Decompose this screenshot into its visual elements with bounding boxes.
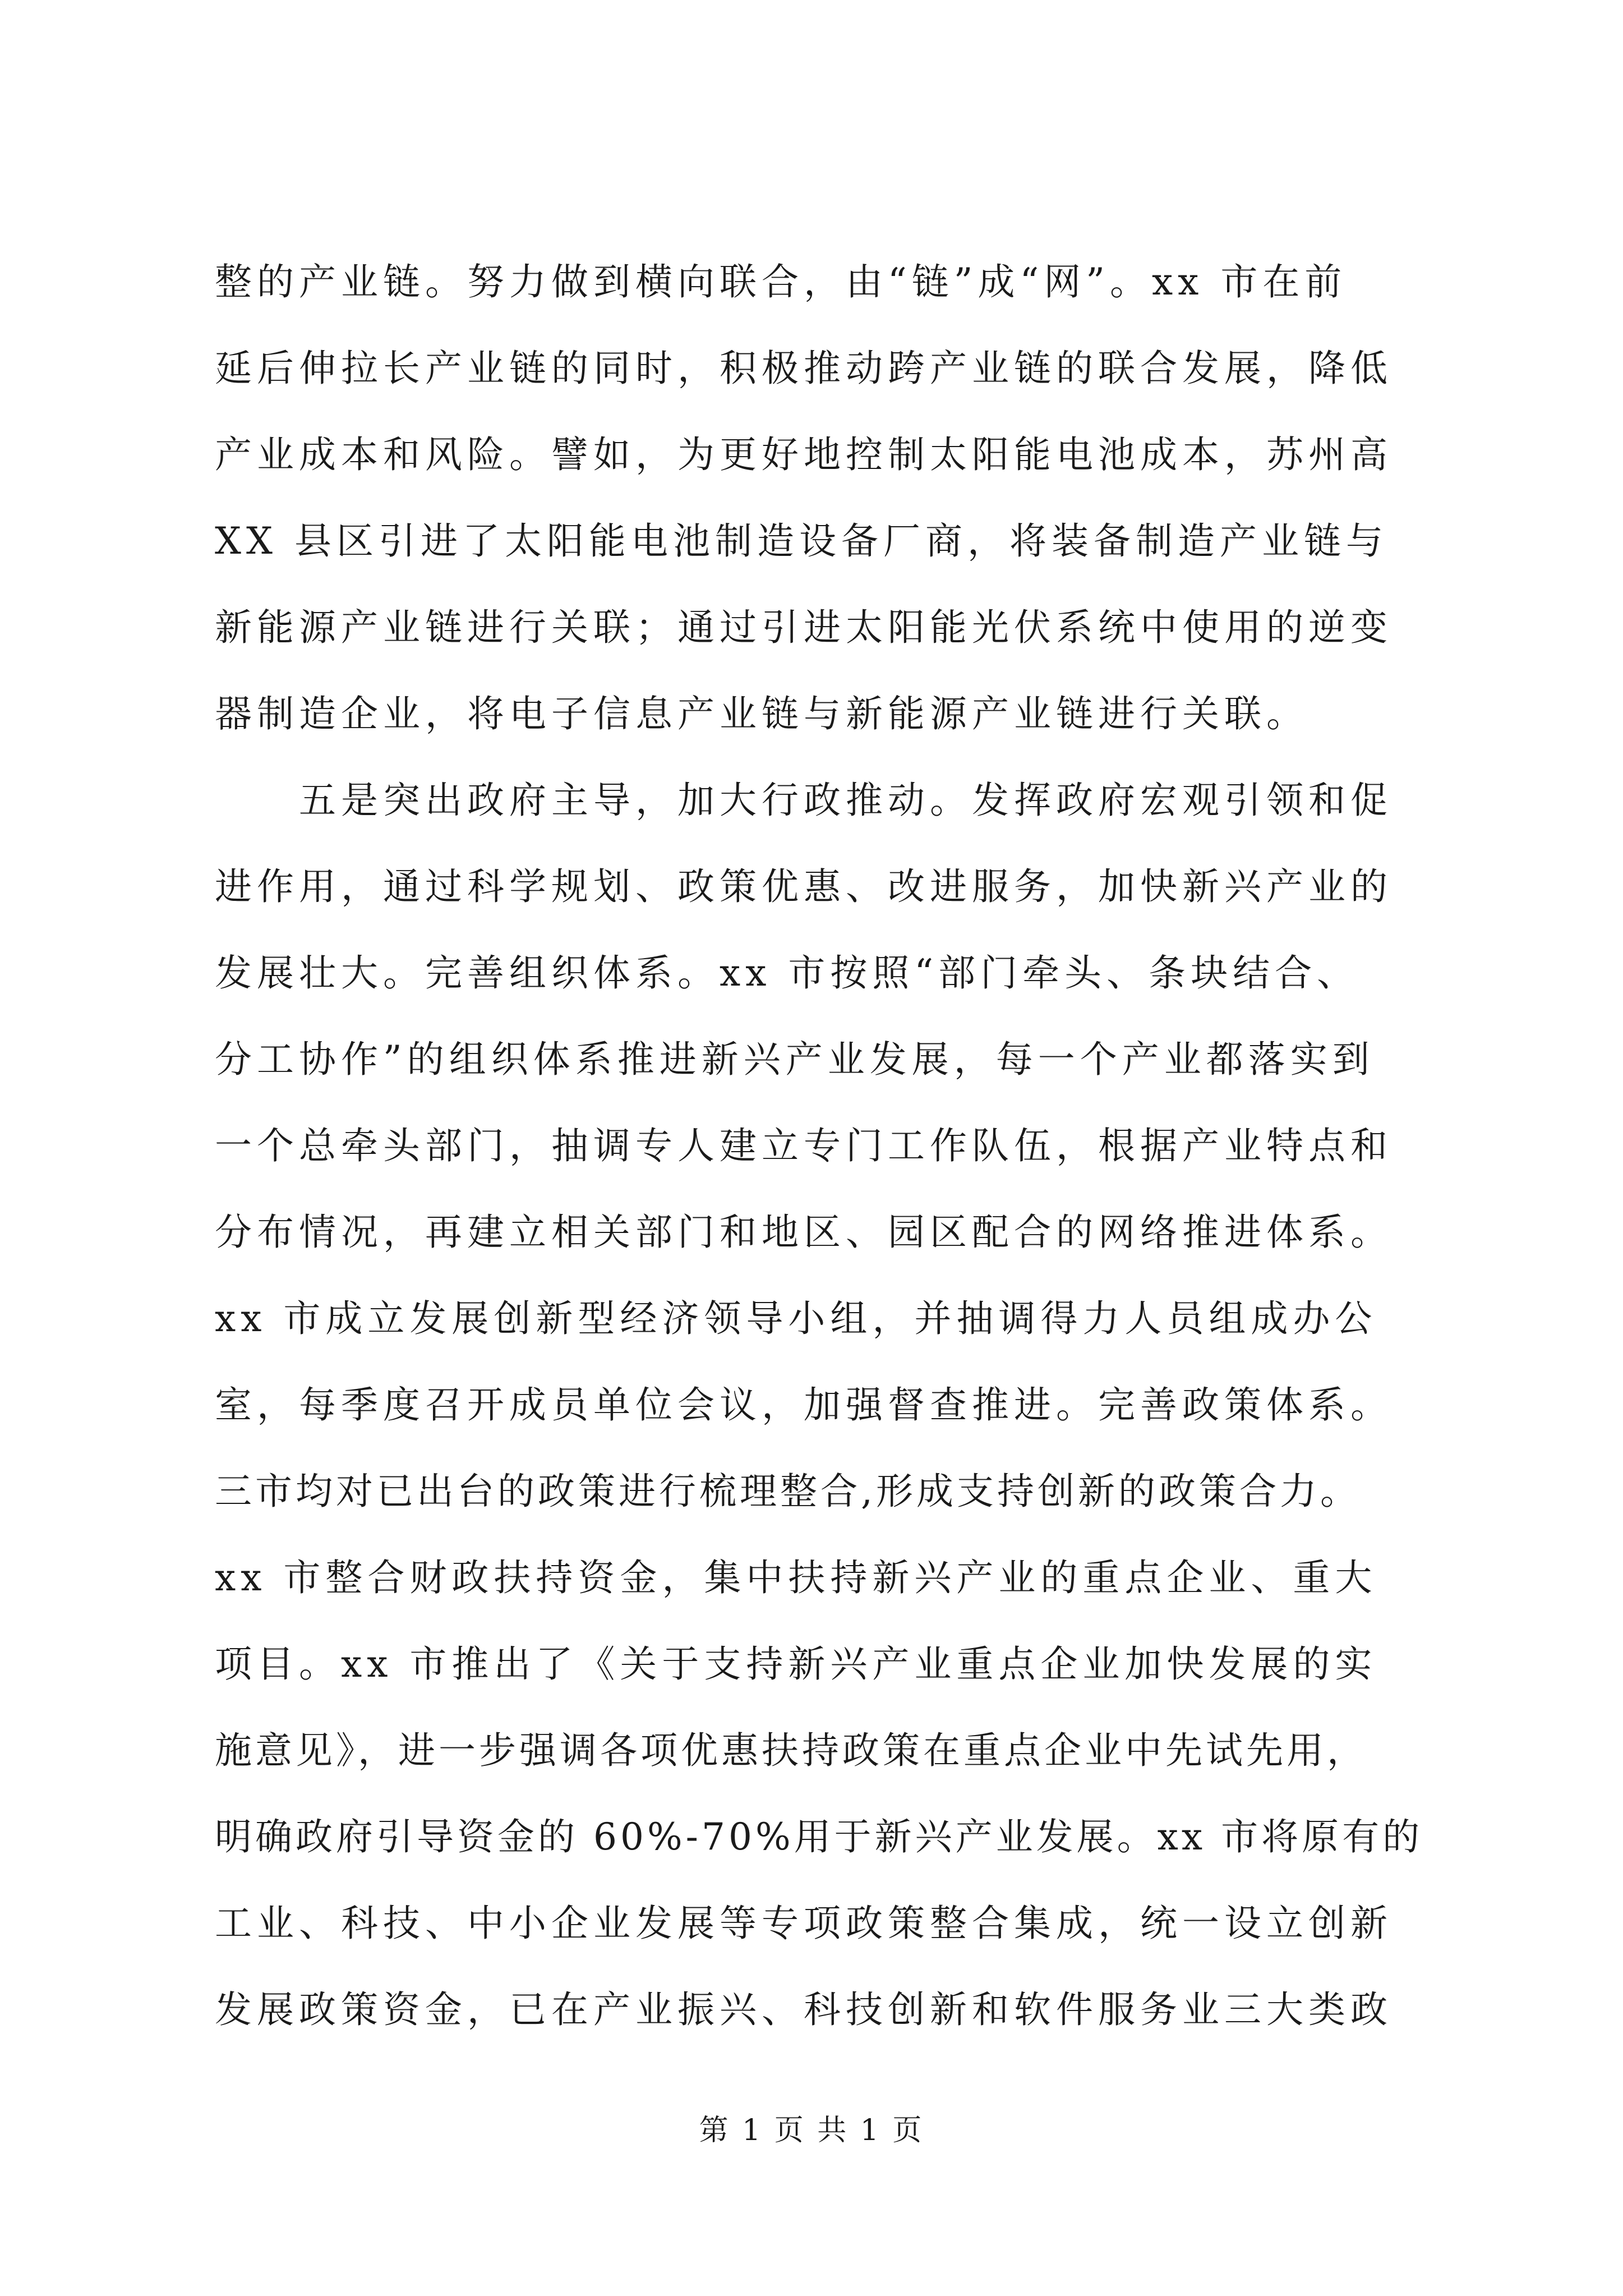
text-line: 发展壮大。完善组织体系。xx 市按照“部门牵头、条块结合、: [215, 951, 1359, 995]
text-line: 整的产业链。努力做到横向联合，由“链”成“网”。xx 市在前: [215, 260, 1347, 303]
text-line: 三市均对已出台的政策进行梳理整合,形成支持创新的政策合力。: [215, 1470, 1361, 1513]
text-line: 新能源产业链进行关联；通过引进太阳能光伏系统中使用的逆变: [215, 606, 1393, 649]
text-line: 室，每季度召开成员单位会议，加强督查推进。完善政策体系。: [215, 1383, 1393, 1427]
text-line: 明确政府引导资金的 60%-70%用于新兴产业发展。xx 市将原有的: [215, 1815, 1423, 1858]
text-line: 进作用，通过科学规划、政策优惠、改进服务，加快新兴产业的: [215, 865, 1393, 908]
text-line: 分布情况，再建立相关部门和地区、园区配合的网络推进体系。: [215, 1211, 1393, 1254]
page-number-footer: 第 1 页 共 1 页: [699, 2114, 924, 2147]
text-line: 分工协作”的组织体系推进新兴产业发展，每一个产业都落实到: [215, 1038, 1375, 1081]
text-line: 器制造企业，将电子信息产业链与新能源产业链进行关联。: [215, 692, 1308, 735]
text-line: 项目。xx 市推出了《关于支持新兴产业重点企业加快发展的实: [215, 1642, 1377, 1686]
text-line: xx 市整合财政扶持资金，集中扶持新兴产业的重点企业、重大: [215, 1556, 1377, 1599]
document-body: [215, 260, 1423, 2078]
text-line: 产业成本和风险。譬如，为更好地控制太阳能电池成本，苏州高: [215, 433, 1393, 476]
text-line: 延后伸拉长产业链的同时，积极推动跨产业链的联合发展，降低: [215, 347, 1393, 390]
text-line: xx 市成立发展创新型经济领导小组，并抽调得力人员组成办公: [215, 1297, 1377, 1340]
paragraph-start-line: 五是突出政府主导，加大行政推动。发挥政府宏观引领和促: [215, 779, 1393, 822]
text-line: 工业、科技、中小企业发展等专项政策整合集成，统一设立创新: [215, 1902, 1393, 1945]
text-line: 施意见》，进一步强调各项优惠扶持政策在重点企业中先试先用，: [215, 1729, 1367, 1772]
text-line: XX 县区引进了太阳能电池制造设备厂商，将装备制造产业链与: [215, 519, 1388, 563]
text-line: 发展政策资金，已在产业振兴、科技创新和软件服务业三大类政: [215, 1988, 1393, 2031]
text-line: 一个总牵头部门，抽调专人建立专门工作队伍，根据产业特点和: [215, 1124, 1393, 1167]
